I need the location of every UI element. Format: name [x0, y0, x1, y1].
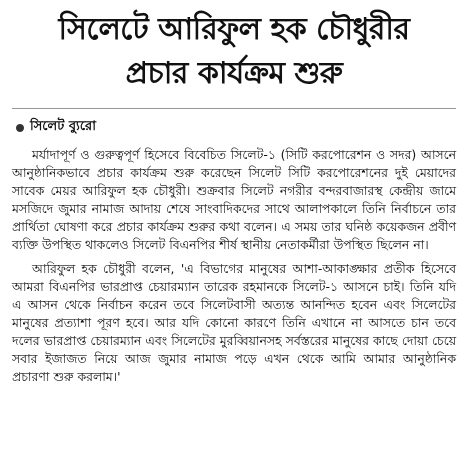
bullet-icon [16, 124, 24, 132]
byline [16, 117, 456, 138]
byline-text: সিলেট ব্যুরো [30, 119, 96, 134]
headline [12, 8, 456, 96]
divider [12, 108, 456, 109]
paragraph-2: আরিফুল হক চৌধুরী বলেন, 'এ বিভাগের মানুষের আশা-আকাঙ্ক্ষার প্রতীক হিসেবে আমরা বিএনপির ভারপ্রাপ্ত চেয়ারম্যান তারেক রহমানকে সিলেট-১ আসনে চাই। তিনি যদি এ আসন থেকে নির্বাচন করেন তবে সিলেটবাসী অত্যন্ত আনন্দিত হবেন এবং সিলেটের মানুষের প্রত্যাশা পূরণ হবে। আর যদি কোনো কারণে তিনি এখানে না আসতে চান তবে দলের ভারপ্রাপ্ত চেয়ারম্যান এবং সিলেটের মুরব্বিয়ানসহ সর্বস্তরের মানুষের কাছে দোয়া চেয়ে সবার ইজাজত নিয়ে আজ জুমার নামাজ পড়ে এখন থেকে আমি আমার আনুষ্ঠানিক প্রচারণা শুরু করলাম।' [12, 261, 456, 384]
headline-line-1: সিলেটে আরিফুল হক চৌধুরীর [58, 12, 410, 47]
headline-line-2: প্রচার কার্যক্রম শুরু [125, 56, 343, 91]
paragraph-1: মর্যাদাপূর্ণ ও গুরুত্বপূর্ণ হিসেবে বিবেচিত সিলেট-১ (সিটি করপোরেশন ও সদর) আসনে আনুষ্ঠানিকভাবে প্রচার কার্যক্রম শুরু করেছেন সিলেট সিটি করপোরেশনের দুই মেয়াদের সাবেক মেয়র আরিফুল হক চৌধুরী। শুক্রবার সিলেট নগরীর বন্দরবাজারস্থ কেন্দ্রীয় জামে মসজিদে জুমার নামাজ আদায় শেষে সাংবাদিকদের সাথে আলাপকালে তিনি নির্বাচনে তার প্রার্থিতা ঘোষণা করে প্রচার কার্যক্রম শুরুর কথা বলেন। এ সময় তার ঘনিষ্ঠ কয়েকজন প্রবীণ ব্যক্তি উপস্থিত থাকলেও সিলেট বিএনপির শীর্ষ স্থানীয় নেতাকর্মীরা উপস্থিত ছিলেন না। [12, 147, 456, 252]
